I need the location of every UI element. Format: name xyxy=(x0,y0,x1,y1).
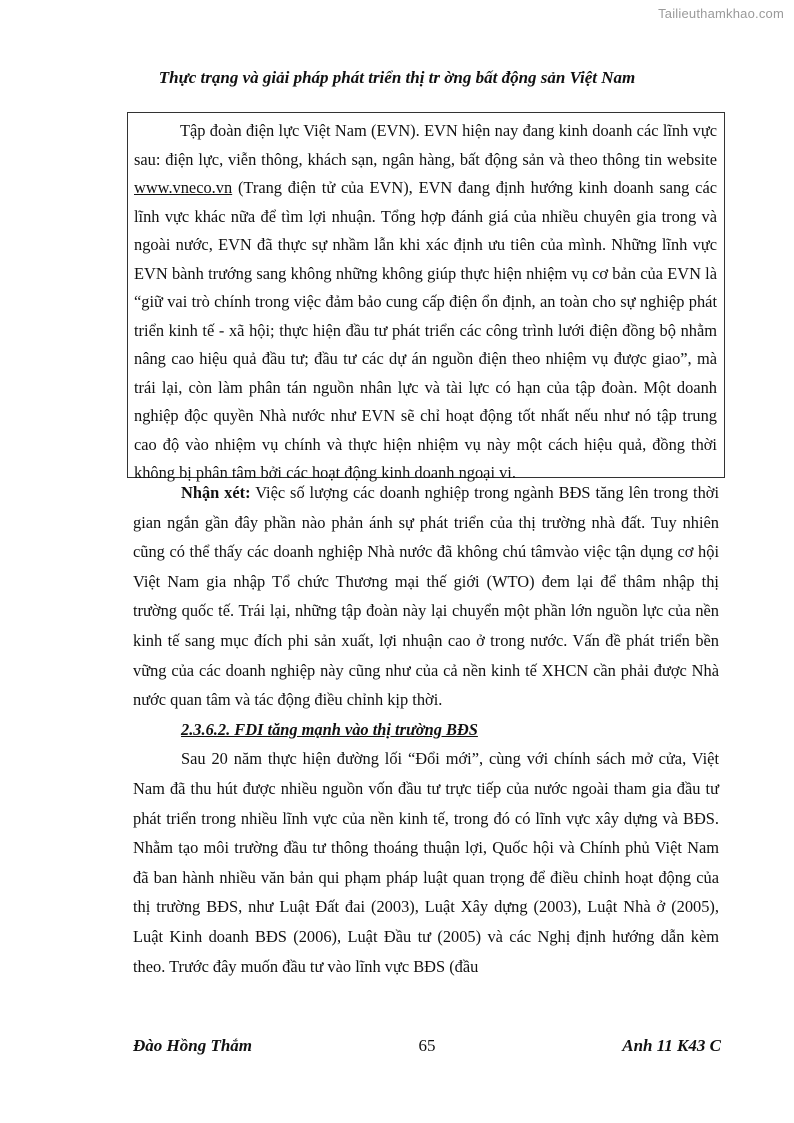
boxed-excerpt xyxy=(127,112,725,482)
footer-author: Đào Hồng Thắm xyxy=(133,1036,253,1055)
section-paragraph: Sau 20 năm thực hiện đường lối “Đổi mới”, cùng với chính sách mở cửa, Việt Nam đã thu hút được nhiều nguồn vốn đầu tư trực tiếp của nước ngoài tham gia đầu tư phát triển trong nhiều lĩnh vực của nền kinh tế, trong đó có lĩnh vực xây dựng và BĐS. Nhằm tạo môi trường đầu tư thông thoáng thuận lợi, Quốc hội và Chính phủ Việt Nam đã ban hành nhiều văn bản qui phạm pháp luật quan trọng để điều chỉnh hoạt động của thị trường BĐS, như Luật Đất đai (2003), Luật Xây dựng (2003), Luật Nhà ở (2005), Luật Kinh doanh BĐS (2006), Luật Đầu tư (2005) và các Nghị định hướng dẫn kèm theo. Trước đây muốn đầu tư vào lĩnh vực BĐS (đầu xyxy=(133,749,719,976)
remark-label: Nhận xét: xyxy=(181,483,251,502)
boxed-text-rest: (Trang điện tử của EVN), EVN đang định hướng kinh doanh sang các lĩnh vực khác nữa để tìm lợi nhuận. Tổng hợp đánh giá của nhiều chuyên gia trong và ngoài nước, EVN đã thực sự nhầm lẫn khi xác định ưu tiên của mình. Những lĩnh vực EVN bành trướng sang không những không giúp thực hiện nhiệm vụ cơ bản của EVN là “giữ vai trò chính trong việc đảm bảo cung cấp điện ổn định, an toàn cho sự nghiệp phát triển kinh tế - xã hội; thực hiện đầu tư phát triển các công trình lưới điện đồng bộ nhằm nâng cao hiệu quả đầu tư; đầu tư các dự án nguồn điện theo nhiệm vụ được giao”, mà trái lại, còn làm phân tán nguồn nhân lực và tài lực có hạn của tập đoàn. Một doanh nghiệp độc quyền Nhà nước như EVN sẽ chỉ hoạt động tốt nhất nếu như nó tập trung cao độ vào nhiệm vụ chính và thực hiện nhiệm vụ này một cách hiệu quả, đồng thời không bị phân tâm bởi các hoạt động kinh doanh ngoại vi. xyxy=(134,178,717,482)
main-body xyxy=(133,478,719,981)
page-header-title: Thực trạng và giải pháp phát triển thị tr ờng bất động sản Việt Nam xyxy=(158,68,636,87)
remark-paragraph xyxy=(133,478,719,715)
section-heading: 2.3.6.2. FDI tăng mạnh vào thị trường BĐS xyxy=(181,719,478,739)
footer-class: Anh 11 K43 C xyxy=(622,1036,721,1055)
boxed-paragraph xyxy=(134,117,717,488)
remark-text: Việc số lượng các doanh nghiệp trong ngành BĐS tăng lên trong thời gian ngắn gần đây phần nào phản ánh sự phát triển của thị trường nhà đất. Tuy nhiên cũng có thể thấy các doanh nghiệp Nhà nước đã không chú tâmvào việc tận dụng cơ hội Việt Nam gia nhập Tổ chức Thương mại thế giới (WTO) đem lại để thâm nhập thị trường quốc tế. Trái lại, những tập đoàn này lại chuyển một phần lớn nguồn lực của nền kinh tế sang mục đích phi sản xuất, lợi nhuận cao ở trong nước. Vấn đề phát triển bền vững của các doanh nghiệp này cũng như của cả nền kinh tế XHCN cần phải được Nhà nước quan tâm và tác động điều chỉnh kịp thời. xyxy=(133,483,720,710)
boxed-text-start: Tập đoàn điện lực Việt Nam (EVN). EVN hiện nay đang kinh doanh các lĩnh vực sau: điện lực, viễn thông, khách sạn, ngân hàng, bất động sản và theo thông tin website xyxy=(134,121,717,169)
watermark: Tailieuthamkhao.com xyxy=(658,6,784,21)
footer-page-number: 65 xyxy=(418,1036,436,1055)
website-link[interactable]: www.vneco.vn xyxy=(134,178,233,197)
section-heading-line xyxy=(133,715,719,745)
